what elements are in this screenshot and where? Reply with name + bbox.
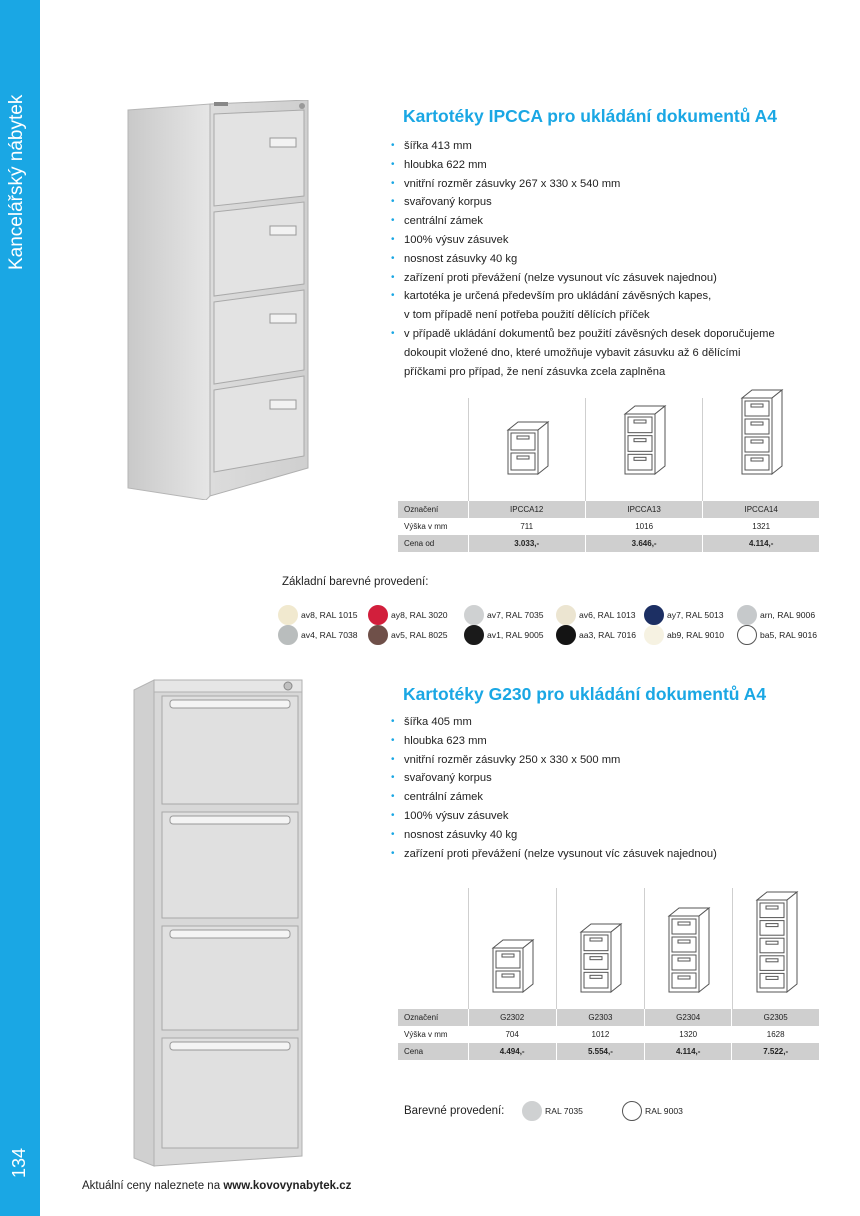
table-cell-price: 5.554,- bbox=[556, 1043, 644, 1060]
section-title: Kancelářský nábytek bbox=[6, 94, 27, 270]
product1-colors-heading: Základní barevné provedení: bbox=[282, 576, 429, 588]
table-cell-price: 3.033,- bbox=[468, 535, 585, 552]
spec-item: • šířka 413 mm bbox=[390, 137, 775, 156]
product1-title: Kartotéky IPCCA pro ukládání dokumentů A4 bbox=[403, 106, 778, 126]
color-swatch bbox=[464, 625, 484, 645]
cabinet-thumbnail-icon bbox=[504, 420, 552, 480]
row-label: Označení bbox=[404, 505, 439, 514]
table-cell-price: 3.646,- bbox=[585, 535, 702, 552]
table-cell-height: 1321 bbox=[703, 518, 819, 535]
row-label: Cena bbox=[404, 1047, 424, 1056]
color-label: av7, RAL 7035 bbox=[487, 610, 544, 620]
color-swatch bbox=[644, 625, 664, 645]
table-cell-height: 711 bbox=[468, 518, 585, 535]
table-cell-code: G2305 bbox=[732, 1009, 819, 1026]
cabinet-thumbnail-icon bbox=[738, 388, 786, 480]
spec-item: • vnitřní rozměr zásuvky 250 x 330 x 500 mm bbox=[390, 751, 717, 770]
color-swatch bbox=[737, 625, 757, 645]
spec-item: • svařovaný korpus bbox=[390, 193, 775, 212]
table-row bbox=[398, 501, 819, 518]
thumbnail-column bbox=[732, 888, 820, 1009]
color-label: aa3, RAL 7016 bbox=[579, 630, 637, 640]
cabinet-thumbnail-icon bbox=[577, 922, 625, 998]
color-swatch bbox=[464, 605, 484, 625]
row-label: Označení bbox=[404, 1013, 439, 1022]
sidebar bbox=[0, 0, 40, 1216]
spec-item: dokoupit vložené dno, které umožňuje vybavit zásuvku až 6 dělícími bbox=[404, 346, 741, 359]
color-label: ba5, RAL 9016 bbox=[760, 630, 818, 640]
thumbnail-column bbox=[644, 888, 732, 1009]
ipcca-cabinet-photo bbox=[122, 100, 318, 500]
table-cell-height: 1628 bbox=[732, 1026, 819, 1043]
row-label: Výška v mm bbox=[404, 522, 448, 531]
spec-item: • hloubka 623 mm bbox=[390, 732, 717, 751]
page-number: 134 bbox=[9, 1147, 29, 1178]
color-swatch bbox=[278, 605, 298, 625]
spec-item: • centrální zámek bbox=[390, 212, 775, 231]
color-label: av8, RAL 1015 bbox=[301, 610, 358, 620]
spec-item: • nosnost zásuvky 40 kg bbox=[390, 826, 717, 845]
table-cell-height: 1320 bbox=[645, 1026, 732, 1043]
color-label: RAL 7035 bbox=[545, 1106, 583, 1116]
color-label: arn, RAL 9006 bbox=[760, 610, 816, 620]
color-swatch bbox=[622, 1101, 642, 1121]
spec-item: • šířka 405 mm bbox=[390, 713, 717, 732]
color-label: av5, RAL 8025 bbox=[391, 630, 448, 640]
table-cell-price: 4.494,- bbox=[468, 1043, 556, 1060]
cabinet-thumbnail-icon bbox=[753, 890, 801, 998]
product1-table bbox=[398, 501, 819, 552]
color-label: RAL 9003 bbox=[645, 1106, 683, 1116]
cabinet-thumbnail-icon bbox=[665, 906, 713, 998]
color-label: av1, RAL 9005 bbox=[487, 630, 544, 640]
thumbnail-column bbox=[556, 888, 644, 1009]
color-swatch bbox=[368, 625, 388, 645]
product2-colors-heading: Barevné provedení: bbox=[404, 1105, 505, 1117]
row-label: Výška v mm bbox=[404, 1030, 448, 1039]
row-label: Cena od bbox=[404, 539, 435, 548]
color-label: ay7, RAL 5013 bbox=[667, 610, 724, 620]
spec-item: v tom případě není potřeba použití dělících příček bbox=[404, 309, 650, 322]
product2-table bbox=[398, 1009, 819, 1060]
color-swatch bbox=[278, 625, 298, 645]
spec-item: • hloubka 622 mm bbox=[390, 156, 775, 175]
color-label: av4, RAL 7038 bbox=[301, 630, 358, 640]
spec-item: • zařízení proti převážení (nelze vysunout víc zásuvek najednou) bbox=[390, 845, 717, 864]
table-row bbox=[398, 1026, 819, 1043]
table-cell-price: 7.522,- bbox=[732, 1043, 819, 1060]
color-swatch bbox=[556, 625, 576, 645]
spec-item: příčkami pro případ, že není zásuvka zcela zaplněna bbox=[404, 365, 666, 378]
cabinet-thumbnail-icon bbox=[489, 938, 537, 998]
footer-url[interactable]: www.kovovynabytek.cz bbox=[223, 1180, 352, 1192]
table-cell-price: 4.114,- bbox=[645, 1043, 732, 1060]
table-cell-height: 704 bbox=[468, 1026, 556, 1043]
thumbnail-column bbox=[585, 398, 702, 501]
table-row bbox=[398, 535, 819, 552]
table-row bbox=[398, 518, 819, 535]
color-swatch bbox=[737, 605, 757, 625]
spec-item: • zařízení proti převážení (nelze vysunout víc zásuvek najednou) bbox=[390, 269, 775, 288]
table-cell-code: IPCCA14 bbox=[703, 501, 819, 518]
spec-item: • nosnost zásuvky 40 kg bbox=[390, 250, 775, 269]
table-cell-code: IPCCA12 bbox=[468, 501, 585, 518]
thumbnail-column bbox=[702, 398, 819, 501]
color-label: av6, RAL 1013 bbox=[579, 610, 636, 620]
cabinet-thumbnail-icon bbox=[621, 404, 669, 480]
table-cell-height: 1012 bbox=[556, 1026, 644, 1043]
color-swatch bbox=[368, 605, 388, 625]
spec-item: • centrální zámek bbox=[390, 788, 717, 807]
color-swatch bbox=[556, 605, 576, 625]
table-cell-code: IPCCA13 bbox=[585, 501, 702, 518]
table-cell-code: G2302 bbox=[468, 1009, 556, 1026]
footer bbox=[82, 1180, 351, 1192]
color-label: ay8, RAL 3020 bbox=[391, 610, 448, 620]
table-row bbox=[398, 1009, 819, 1026]
footer-prefix: Aktuální ceny naleznete na bbox=[82, 1180, 221, 1192]
product2-title: Kartotéky G230 pro ukládání dokumentů A4 bbox=[403, 684, 767, 704]
table-cell-code: G2303 bbox=[556, 1009, 644, 1026]
spec-item: • v případě ukládání dokumentů bez použití závěsných desek doporučujeme bbox=[390, 325, 775, 344]
color-swatch bbox=[644, 605, 664, 625]
spec-item: • vnitřní rozměr zásuvky 267 x 330 x 540 mm bbox=[390, 175, 775, 194]
color-swatch bbox=[522, 1101, 542, 1121]
g230-cabinet-photo bbox=[130, 678, 306, 1168]
product1-spec-list bbox=[390, 137, 775, 381]
table-row bbox=[398, 1043, 819, 1060]
spec-item: • kartotéka je určená především pro ukládání závěsných kapes, bbox=[390, 287, 775, 306]
spec-item: • svařovaný korpus bbox=[390, 769, 717, 788]
spec-item: • 100% výsuv zásuvek bbox=[390, 231, 775, 250]
table-cell-code: G2304 bbox=[645, 1009, 732, 1026]
color-label: ab9, RAL 9010 bbox=[667, 630, 725, 640]
spec-item: • 100% výsuv zásuvek bbox=[390, 807, 717, 826]
product2-spec-list bbox=[390, 713, 717, 863]
table-cell-price: 4.114,- bbox=[703, 535, 819, 552]
table-cell-height: 1016 bbox=[585, 518, 702, 535]
thumbnail-column bbox=[468, 888, 556, 1009]
thumbnail-column bbox=[468, 398, 585, 501]
